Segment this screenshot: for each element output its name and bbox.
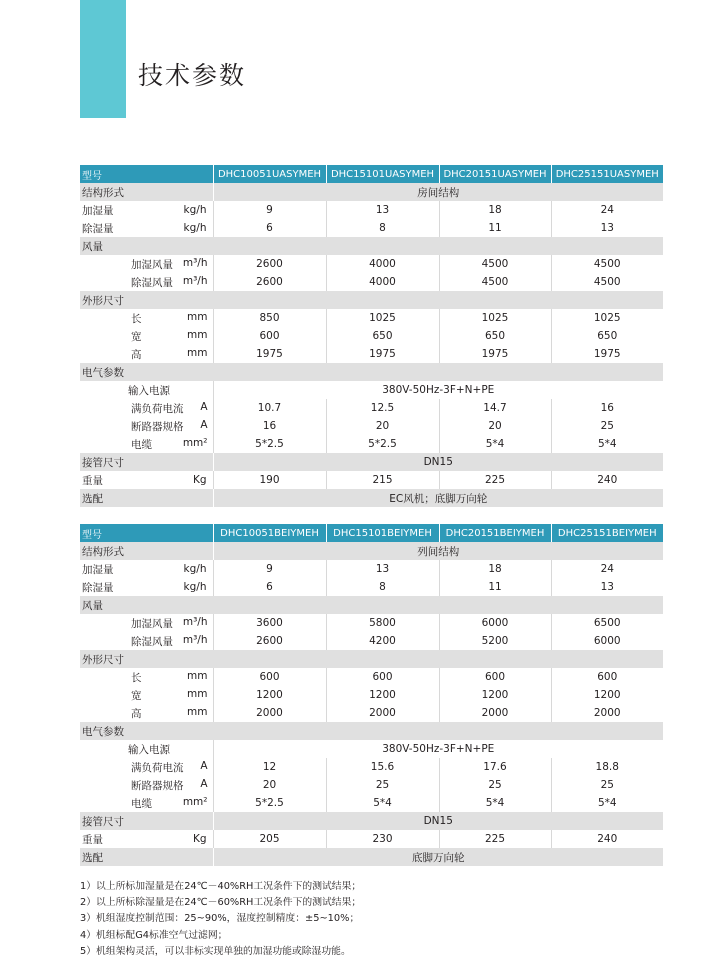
value-cell: 16 — [551, 399, 663, 417]
value-cell: 1200 — [551, 686, 663, 704]
row-value: 380V-50Hz-3F+N+PE — [213, 381, 663, 399]
row-unit: mm — [187, 669, 208, 682]
row-label: 选配 — [80, 489, 213, 507]
value-cell: 5*2.5 — [326, 435, 439, 453]
spec-row-cable — [80, 794, 663, 812]
row-unit: mm — [187, 328, 208, 341]
value-cell: 4000 — [326, 255, 439, 273]
spec-row-height — [80, 345, 663, 363]
value-cell: 14.7 — [439, 399, 551, 417]
value-cell: 2600 — [213, 273, 326, 291]
value-cell: 650 — [326, 327, 439, 345]
value-cell: 6 — [213, 219, 326, 237]
value-cell: 6000 — [439, 614, 551, 632]
spec-row-breaker — [80, 776, 663, 794]
spec-row-height — [80, 704, 663, 722]
value-cell: 6000 — [551, 632, 663, 650]
value-cell: 2000 — [326, 704, 439, 722]
row-label: 长 — [131, 671, 142, 684]
row-label: 加湿风量 — [131, 258, 173, 271]
value-cell: 600 — [551, 668, 663, 686]
value-cell: 2000 — [439, 704, 551, 722]
spec-row-length — [80, 668, 663, 686]
row-label: 接管尺寸 — [80, 812, 213, 830]
value-cell: 3600 — [213, 614, 326, 632]
value-cell: 2000 — [551, 704, 663, 722]
row-label-cell — [128, 255, 213, 273]
spec-row-pipe — [80, 453, 663, 471]
section-label: 风量 — [80, 596, 663, 614]
row-label-cell — [128, 704, 213, 722]
spec-row-width — [80, 327, 663, 345]
value-cell: 225 — [439, 830, 551, 848]
value-cell: 10.7 — [213, 399, 326, 417]
header-label: 型号 — [80, 524, 213, 542]
model-name: DHC20151BEIYMEH — [439, 524, 551, 542]
row-label: 加湿风量 — [131, 617, 173, 630]
model-name: DHC10051BEIYMEH — [213, 524, 326, 542]
value-cell: 13 — [326, 201, 439, 219]
value-cell: 2600 — [213, 255, 326, 273]
spec-row-structure — [80, 542, 663, 560]
value-cell: 1975 — [326, 345, 439, 363]
row-unit: m³/h — [182, 274, 208, 287]
row-unit: A — [200, 759, 208, 772]
row-unit: mm² — [182, 436, 208, 449]
row-unit: mm — [187, 310, 208, 323]
value-cell: 4000 — [326, 273, 439, 291]
value-cell: 25 — [551, 417, 663, 435]
spec-row-length — [80, 309, 663, 327]
value-cell: 8 — [326, 578, 439, 596]
value-cell: 1025 — [551, 309, 663, 327]
row-value: DN15 — [213, 812, 663, 830]
row-label: 结构形式 — [80, 542, 213, 560]
row-label: 重量 — [80, 471, 128, 489]
value-cell: 1025 — [326, 309, 439, 327]
value-cell: 215 — [326, 471, 439, 489]
row-label-cell — [128, 668, 213, 686]
row-unit: m³/h — [182, 615, 208, 628]
row-label: 宽 — [131, 330, 142, 343]
row-label: 高 — [131, 707, 142, 720]
title-accent-bar — [80, 0, 126, 118]
spec-row-dehumidify — [80, 578, 663, 596]
spec-row-options — [80, 489, 663, 507]
spec-row-airflow — [80, 596, 663, 614]
value-cell: 230 — [326, 830, 439, 848]
spec-row-airflow — [80, 237, 663, 255]
row-label: 结构形式 — [80, 183, 213, 201]
spec-row-electrical — [80, 722, 663, 740]
value-cell: 850 — [213, 309, 326, 327]
row-label-cell — [128, 327, 213, 345]
row-unit: kg/h — [128, 578, 213, 596]
indent-cell — [80, 668, 128, 686]
row-unit: Kg — [128, 830, 213, 848]
spec-row-breaker — [80, 417, 663, 435]
indent-cell — [80, 614, 128, 632]
value-cell: 1975 — [439, 345, 551, 363]
value-cell: 4500 — [439, 255, 551, 273]
indent-cell — [80, 309, 128, 327]
row-label: 输入电源 — [80, 740, 213, 758]
row-unit: m³/h — [182, 633, 208, 646]
row-unit: A — [200, 777, 208, 790]
row-label: 选配 — [80, 848, 213, 866]
spec-row-current — [80, 399, 663, 417]
value-cell: 16 — [213, 417, 326, 435]
spec-row-humidify-air — [80, 614, 663, 632]
row-label: 满负荷电流 — [131, 402, 184, 415]
value-cell: 4500 — [439, 273, 551, 291]
value-cell: 25 — [326, 776, 439, 794]
row-unit: kg/h — [128, 219, 213, 237]
footnote: 3）机组湿度控制范围：25~90%，湿度控制精度：±5~10%； — [80, 913, 360, 925]
value-cell: 1200 — [213, 686, 326, 704]
value-cell: 5*4 — [551, 794, 663, 812]
value-cell: 24 — [551, 560, 663, 578]
indent-cell — [80, 758, 128, 776]
value-cell: 5*2.5 — [213, 435, 326, 453]
row-label: 加湿量 — [80, 201, 128, 219]
indent-cell — [80, 255, 128, 273]
spec-row-humidify — [80, 560, 663, 578]
spec-row-header — [80, 165, 663, 183]
row-label: 高 — [131, 348, 142, 361]
model-name: DHC25151UASYMEH — [551, 165, 663, 183]
value-cell: 12.5 — [326, 399, 439, 417]
spec-row-dehumidify-air — [80, 632, 663, 650]
row-label: 满负荷电流 — [131, 761, 184, 774]
spec-row-power — [80, 740, 663, 758]
value-cell: 13 — [551, 219, 663, 237]
footnote: 1）以上所标加湿量是在24℃－40%RH工况条件下的测试结果； — [80, 881, 362, 892]
value-cell: 9 — [213, 560, 326, 578]
value-cell: 650 — [551, 327, 663, 345]
spec-row-width — [80, 686, 663, 704]
indent-cell — [80, 399, 128, 417]
value-cell: 5*4 — [439, 794, 551, 812]
row-unit: mm — [187, 346, 208, 359]
value-cell: 20 — [439, 417, 551, 435]
indent-cell — [80, 632, 128, 650]
value-cell: 600 — [439, 668, 551, 686]
row-unit: mm — [187, 687, 208, 700]
row-label-cell — [128, 758, 213, 776]
indent-cell — [80, 686, 128, 704]
footnote: 4）机组标配G4标准空气过滤网； — [80, 929, 228, 941]
row-label: 重量 — [80, 830, 128, 848]
row-label-cell — [128, 776, 213, 794]
row-label: 断路器规格 — [131, 420, 184, 433]
value-cell: 2600 — [213, 632, 326, 650]
row-value: 房间结构 — [213, 183, 663, 201]
value-cell: 11 — [439, 578, 551, 596]
value-cell: 20 — [213, 776, 326, 794]
value-cell: 600 — [326, 668, 439, 686]
section-label: 电气参数 — [80, 363, 663, 381]
spec-row-cable — [80, 435, 663, 453]
section-label: 电气参数 — [80, 722, 663, 740]
indent-cell — [80, 345, 128, 363]
value-cell: 17.6 — [439, 758, 551, 776]
row-label-cell — [128, 614, 213, 632]
value-cell: 9 — [213, 201, 326, 219]
indent-cell — [80, 327, 128, 345]
row-label: 电缆 — [131, 438, 152, 451]
value-cell: 2000 — [213, 704, 326, 722]
row-label: 除湿风量 — [131, 276, 173, 289]
value-cell: 12 — [213, 758, 326, 776]
row-label: 输入电源 — [80, 381, 213, 399]
header-label: 型号 — [80, 165, 213, 183]
model-name: DHC15101BEIYMEH — [326, 524, 439, 542]
spec-row-dehumidify-air — [80, 273, 663, 291]
indent-cell — [80, 704, 128, 722]
value-cell: 5*4 — [551, 435, 663, 453]
row-label-cell — [128, 686, 213, 704]
value-cell: 5200 — [439, 632, 551, 650]
spec-row-pipe — [80, 812, 663, 830]
value-cell: 4500 — [551, 273, 663, 291]
row-unit: kg/h — [128, 560, 213, 578]
row-label-cell — [128, 794, 213, 812]
value-cell: 240 — [551, 830, 663, 848]
row-label-cell — [128, 273, 213, 291]
spec-row-weight — [80, 830, 663, 848]
row-label: 除湿量 — [80, 578, 128, 596]
indent-cell — [80, 435, 128, 453]
spec-row-humidify — [80, 201, 663, 219]
value-cell: 20 — [326, 417, 439, 435]
row-unit: m³/h — [182, 256, 208, 269]
spec-row-current — [80, 758, 663, 776]
value-cell: 190 — [213, 471, 326, 489]
spec-row-dimensions — [80, 650, 663, 668]
value-cell: 13 — [326, 560, 439, 578]
value-cell: 1025 — [439, 309, 551, 327]
row-label-cell — [128, 632, 213, 650]
value-cell: 1200 — [439, 686, 551, 704]
row-value: EC风机；底脚万向轮 — [213, 489, 663, 507]
value-cell: 1975 — [551, 345, 663, 363]
model-name: DHC15101UASYMEH — [326, 165, 439, 183]
row-label: 加湿量 — [80, 560, 128, 578]
row-unit: A — [200, 418, 208, 431]
value-cell: 13 — [551, 578, 663, 596]
value-cell: 8 — [326, 219, 439, 237]
row-unit: mm² — [182, 795, 208, 808]
model-name: DHC10051UASYMEH — [213, 165, 326, 183]
row-unit: A — [200, 400, 208, 413]
row-label: 接管尺寸 — [80, 453, 213, 471]
row-value: DN15 — [213, 453, 663, 471]
row-label: 除湿风量 — [131, 635, 173, 648]
value-cell: 1200 — [326, 686, 439, 704]
spec-row-humidify-air — [80, 255, 663, 273]
row-value: 列间结构 — [213, 542, 663, 560]
value-cell: 24 — [551, 201, 663, 219]
value-cell: 25 — [439, 776, 551, 794]
value-cell: 4200 — [326, 632, 439, 650]
spec-row-weight — [80, 471, 663, 489]
row-value: 底脚万向轮 — [213, 848, 663, 866]
section-label: 外形尺寸 — [80, 650, 663, 668]
value-cell: 5*4 — [439, 435, 551, 453]
row-unit: kg/h — [128, 201, 213, 219]
row-label-cell — [128, 435, 213, 453]
row-label-cell — [128, 309, 213, 327]
footnotes — [80, 879, 361, 960]
value-cell: 1975 — [213, 345, 326, 363]
value-cell: 15.6 — [326, 758, 439, 776]
value-cell: 240 — [551, 471, 663, 489]
spec-row-dimensions — [80, 291, 663, 309]
row-value: 380V-50Hz-3F+N+PE — [213, 740, 663, 758]
page-title: 技术参数 — [138, 61, 247, 90]
value-cell: 600 — [213, 327, 326, 345]
row-label-cell — [128, 399, 213, 417]
row-unit: mm — [187, 705, 208, 718]
indent-cell — [80, 417, 128, 435]
row-label: 宽 — [131, 689, 142, 702]
section-label: 风量 — [80, 237, 663, 255]
model-name: DHC25151BEIYMEH — [551, 524, 663, 542]
row-label: 长 — [131, 312, 142, 325]
spec-row-options — [80, 848, 663, 866]
value-cell: 205 — [213, 830, 326, 848]
value-cell: 5800 — [326, 614, 439, 632]
spec-table-room — [80, 165, 663, 507]
indent-cell — [80, 273, 128, 291]
section-label: 外形尺寸 — [80, 291, 663, 309]
value-cell: 225 — [439, 471, 551, 489]
spec-row-power — [80, 381, 663, 399]
value-cell: 11 — [439, 219, 551, 237]
value-cell: 25 — [551, 776, 663, 794]
row-label-cell — [128, 345, 213, 363]
indent-cell — [80, 776, 128, 794]
row-unit: Kg — [128, 471, 213, 489]
value-cell: 600 — [213, 668, 326, 686]
footnote: 5）机组架构灵活，可以非标实现单独的加湿功能或除湿功能。 — [80, 945, 351, 957]
row-label: 除湿量 — [80, 219, 128, 237]
value-cell: 18 — [439, 560, 551, 578]
spec-row-electrical — [80, 363, 663, 381]
indent-cell — [80, 794, 128, 812]
value-cell: 18.8 — [551, 758, 663, 776]
value-cell: 6 — [213, 578, 326, 596]
spec-table-row — [80, 524, 663, 866]
row-label: 电缆 — [131, 797, 152, 810]
footnote: 2）以上所标除湿量是在24℃－60%RH工况条件下的测试结果； — [80, 897, 362, 909]
value-cell: 5*2.5 — [213, 794, 326, 812]
spec-row-dehumidify — [80, 219, 663, 237]
spec-row-structure — [80, 183, 663, 201]
row-label: 断路器规格 — [131, 779, 184, 792]
row-label-cell — [128, 417, 213, 435]
value-cell: 6500 — [551, 614, 663, 632]
spec-row-header — [80, 524, 663, 542]
value-cell: 650 — [439, 327, 551, 345]
model-name: DHC20151UASYMEH — [439, 165, 551, 183]
value-cell: 5*4 — [326, 794, 439, 812]
value-cell: 4500 — [551, 255, 663, 273]
value-cell: 18 — [439, 201, 551, 219]
